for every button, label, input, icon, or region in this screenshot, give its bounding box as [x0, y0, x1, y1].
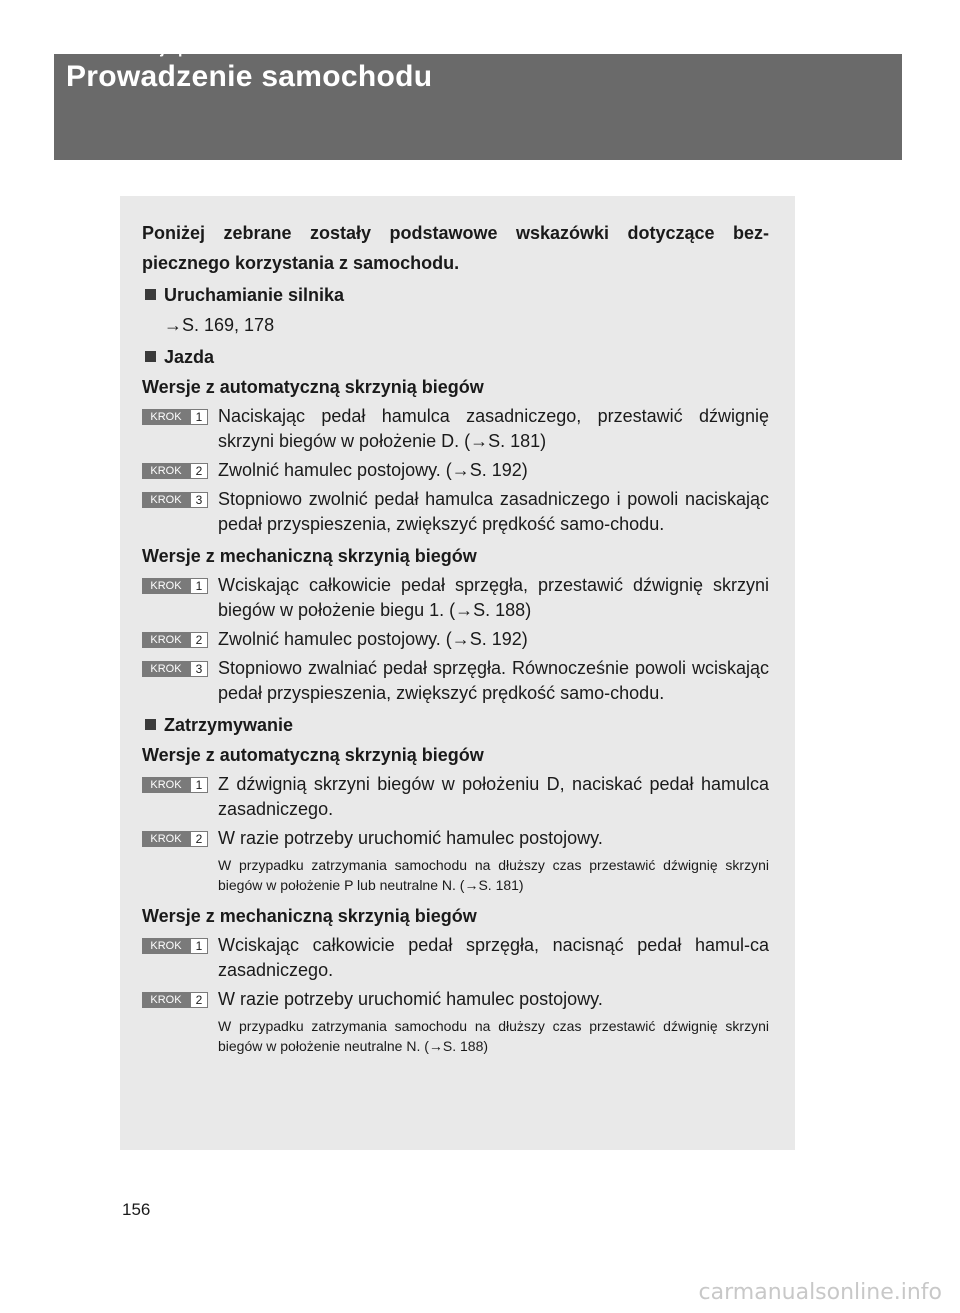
square-bullet-icon: [145, 719, 156, 730]
subheading-drive-auto: Wersje z automatyczną skrzynią biegów: [142, 377, 484, 397]
step-badge: KROK 1: [142, 578, 208, 594]
section-label: 2-1. Instrukcje prowadzenia samochodu: [66, 40, 370, 57]
step-item: [142, 458, 769, 483]
step-text: W razie potrzeby uruchomić hamulec postojowy.: [218, 989, 603, 1009]
step-text: Stopniowo zwolnić pedał hamulca zasadniczego i powoli naciskając pedał przyspieszenia, zwiększyć prędkość samo-chodu.: [218, 489, 769, 534]
step-text: Stopniowo zwalniać pedał sprzęgła. Równocześnie powoli wciskając pedał przyspieszenia, zwiększyć prędkość samo-chodu.: [218, 658, 769, 703]
step-badge: KROK 2: [142, 632, 208, 648]
step-badge: KROK 1: [142, 777, 208, 793]
step-item: [142, 573, 769, 623]
step-text: Zwolnić hamulec postojowy. (→S. 192): [218, 460, 528, 480]
step-item: [142, 404, 769, 454]
square-bullet-icon: [145, 351, 156, 362]
step-badge: KROK 3: [142, 661, 208, 677]
note-text: W przypadku zatrzymania samochodu na dłuższy czas przestawić dźwignię skrzyni biegów w położenie neutralne N. (→S. 188): [218, 1018, 769, 1054]
step-text: Wciskając całkowicie pedał sprzęgła, przestawić dźwignię skrzyni biegów w położenie biegu 1. (→S. 188): [218, 575, 769, 620]
step-item: [142, 772, 769, 822]
step-badge: KROK 2: [142, 463, 208, 479]
step-item: [142, 987, 769, 1012]
content-box: [120, 196, 795, 1150]
step-item: [142, 826, 769, 851]
square-bullet-icon: [145, 289, 156, 300]
section-heading-start: Uruchamianie silnika: [142, 280, 769, 310]
step-badge: KROK 3: [142, 492, 208, 508]
note-text: W przypadku zatrzymania samochodu na dłuższy czas przestawić dźwignię skrzyni biegów w położenie P lub neutralne N. (→S. 181): [218, 857, 769, 893]
step-badge: KROK 2: [142, 992, 208, 1008]
subheading-stop-manual: Wersje z mechaniczną skrzynią biegów: [142, 906, 477, 926]
step-item: [142, 627, 769, 652]
watermark: carmanualsonline.info: [698, 1280, 942, 1305]
step-item: [142, 933, 769, 983]
step-text: W razie potrzeby uruchomić hamulec postojowy.: [218, 828, 603, 848]
step-text: Naciskając pedał hamulca zasadniczego, przestawić dźwignię skrzyni biegów w położenie D. (→S. 181): [218, 406, 769, 451]
step-badge: KROK 1: [142, 938, 208, 954]
step-item: [142, 487, 769, 537]
section-heading-drive: Jazda: [142, 342, 769, 372]
step-item: [142, 656, 769, 706]
step-badge: KROK 1: [142, 409, 208, 425]
subheading-drive-manual: Wersje z mechaniczną skrzynią biegów: [142, 546, 477, 566]
section-heading-stop: Zatrzymywanie: [142, 710, 769, 740]
intro-text: Poniżej zebrane zostały podstawowe wskazówki dotyczące bez-piecznego korzystania z samochodu.: [142, 223, 769, 273]
page-title: Prowadzenie samochodu: [66, 60, 433, 93]
step-badge: KROK 2: [142, 831, 208, 847]
step-text: Wciskając całkowicie pedał sprzęgła, nacisnąć pedał hamul-ca zasadniczego.: [218, 935, 769, 980]
subheading-stop-auto: Wersje z automatyczną skrzynią biegów: [142, 745, 484, 765]
step-text: Zwolnić hamulec postojowy. (→S. 192): [218, 629, 528, 649]
page-number: 156: [122, 1200, 151, 1219]
step-text: Z dźwignią skrzyni biegów w położeniu D, naciskać pedał hamulca zasadniczego.: [218, 774, 769, 819]
page-reference: →S. 169, 178: [164, 315, 275, 335]
